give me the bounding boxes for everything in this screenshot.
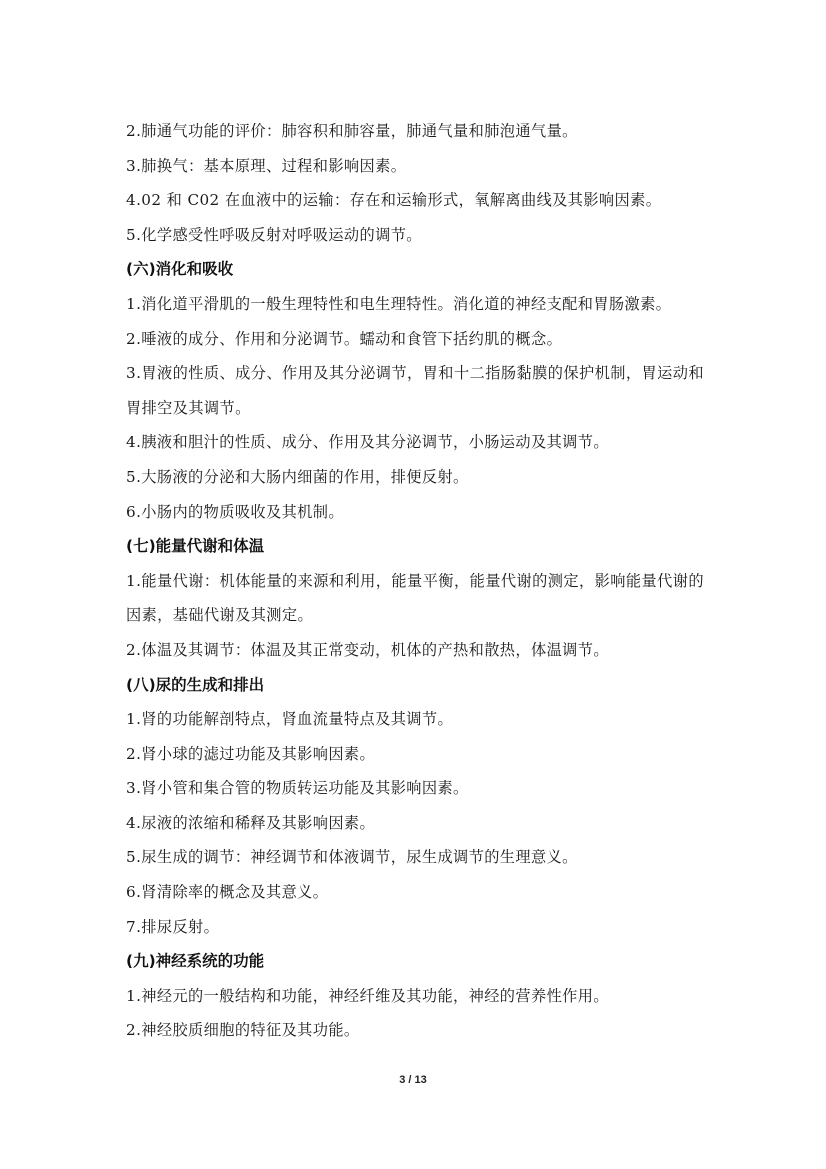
list-item: 2.肾小球的滤过功能及其影响因素。 — [126, 744, 376, 763]
section-heading-urine: (八)尿的生成和排出 — [126, 675, 265, 694]
list-item: 1.能量代谢：机体能量的来源和利用，能量平衡，能量代谢的测定，影响能量代谢的因素，基础代谢及其测定。 — [126, 571, 704, 625]
list-item: 2.肺通气功能的评价：肺容积和肺容量，肺通气量和肺泡通气量。 — [126, 122, 578, 140]
list-item: 5.化学感受性呼吸反射对呼吸运动的调节。 — [126, 225, 422, 244]
list-item: 3.肾小管和集合管的物质转运功能及其影响因素。 — [126, 779, 469, 798]
list-item: 2.唾液的成分、作用和分泌调节。蠕动和食管下括约肌的概念。 — [126, 329, 563, 348]
list-item: 4.胰液和胆汁的性质、成分、作用及其分泌调节，小肠运动及其调节。 — [126, 433, 609, 452]
section-heading-energy: (七)能量代谢和体温 — [126, 537, 265, 556]
list-item: 5.尿生成的调节：神经调节和体液调节，尿生成调节的生理意义。 — [126, 848, 578, 867]
list-item: 1.神经元的一般结构和功能，神经纤维及其功能，神经的营养性作用。 — [126, 986, 609, 1005]
list-item: 7.排尿反射。 — [126, 917, 220, 936]
section-heading-nervous: (九)神经系统的功能 — [126, 952, 265, 971]
page-number: 3 / 13 — [399, 1074, 427, 1086]
list-item: 1.肾的功能解剖特点，肾血流量特点及其调节。 — [126, 710, 454, 729]
list-item: 3.胃液的性质、成分、作用及其分泌调节，胃和十二指肠黏膜的保护机制，胃运动和胃排空及其调节。 — [126, 364, 704, 417]
list-item: 1.消化道平滑肌的一般生理特性和电生理特性。消化道的神经支配和胃肠激素。 — [126, 294, 672, 313]
document-page-content — [126, 114, 704, 1048]
list-item: 5.大肠液的分泌和大肠内细菌的作用，排便反射。 — [126, 467, 469, 486]
list-item: 6.小肠内的物质吸收及其机制。 — [126, 502, 344, 521]
list-item: 6.肾清除率的概念及其意义。 — [126, 883, 329, 902]
list-item: 4.尿液的浓缩和稀释及其影响因素。 — [126, 813, 376, 832]
section-heading-digestion: (六)消化和吸收 — [126, 260, 234, 279]
list-item: 2.体温及其调节：体温及其正常变动，机体的产热和散热，体温调节。 — [126, 640, 609, 659]
list-item: 2.神经胶质细胞的特征及其功能。 — [126, 1021, 360, 1040]
list-item: 3.肺换气：基本原理、过程和影响因素。 — [126, 156, 407, 175]
list-item: 4.02 和 C02 在血液中的运输：存在和运输形式，氧解离曲线及其影响因素。 — [126, 191, 662, 210]
